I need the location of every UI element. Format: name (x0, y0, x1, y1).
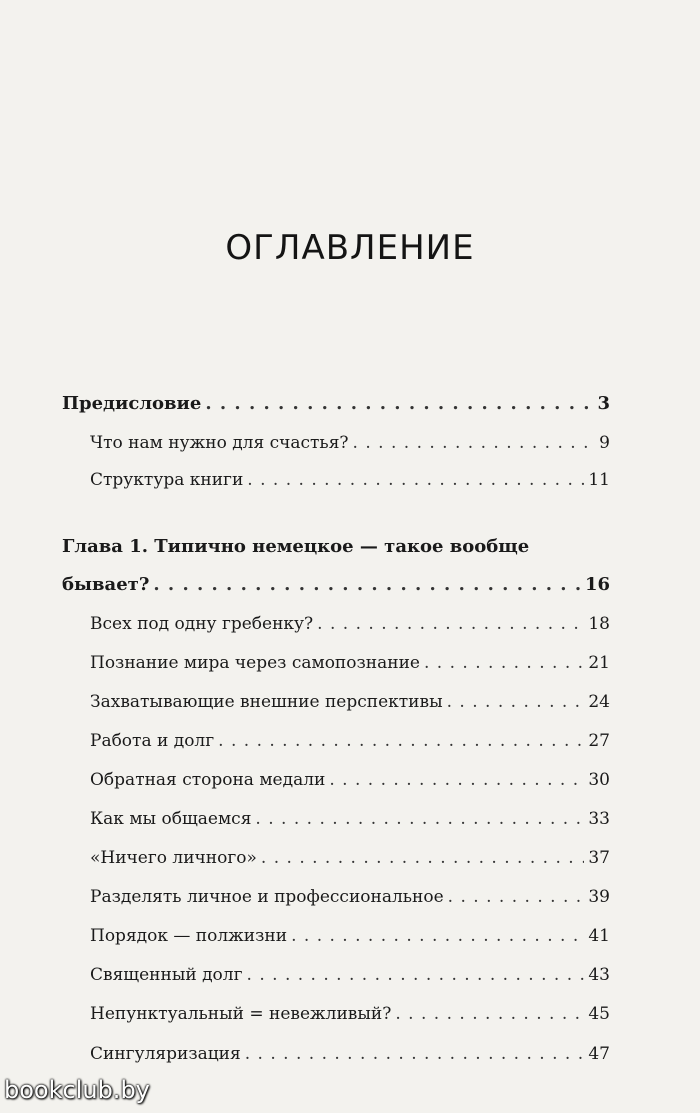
toc-chapter-heading: Глава 1. Типично немецкое — такое вообще (62, 536, 530, 557)
leader-dots (245, 1043, 585, 1065)
toc-entry-label: «Ничего личного» (90, 848, 257, 868)
toc-entry (90, 808, 610, 830)
toc-entry-page: 39 (588, 887, 610, 907)
toc-entry-page: 24 (588, 692, 610, 712)
toc-entry-page: 30 (588, 770, 610, 790)
toc-entry-label: Работа и долг (90, 731, 215, 751)
toc-entry (90, 432, 610, 454)
toc-entry-label: Предисловие (62, 393, 202, 414)
leader-dots (424, 652, 584, 674)
toc-entry (90, 964, 610, 986)
leader-dots (205, 393, 593, 415)
toc-entry-page: 33 (588, 809, 610, 829)
toc-entry (90, 1043, 610, 1065)
toc-entry-page: 27 (588, 731, 610, 751)
toc-entry-label: Захватывающие внешние перспективы (90, 692, 443, 712)
toc-entry-label: Обратная сторона медали (90, 770, 326, 790)
toc-entry-label: Непунктуальный = невежливый? (90, 1004, 392, 1024)
toc-entry-page: 21 (588, 653, 610, 673)
leader-dots (247, 469, 584, 491)
toc-entry-page: 18 (588, 614, 610, 634)
leader-dots (218, 730, 584, 752)
leader-dots (291, 925, 584, 947)
toc-entry-page: 47 (588, 1044, 610, 1064)
toc-entry-page: 43 (588, 965, 610, 985)
toc-entry-label: Структура книги (90, 470, 244, 490)
toc-entry (90, 613, 610, 635)
site-watermark: bookclub.by (4, 1076, 150, 1104)
toc-entry-chapter-1 (62, 574, 610, 596)
toc-entry-label: Всех под одну гребенку? (90, 614, 314, 634)
leader-dots (448, 886, 585, 908)
toc-entry (90, 652, 610, 674)
leader-dots (247, 964, 585, 986)
leader-dots (317, 613, 584, 635)
leader-dots (153, 574, 581, 596)
toc-entry (90, 691, 610, 713)
toc-entry (90, 469, 610, 491)
toc-entry-page: 16 (584, 574, 610, 595)
toc-entry (90, 925, 610, 947)
toc-entry-page: 37 (588, 848, 610, 868)
toc-entry-page: 45 (588, 1004, 610, 1024)
toc-entry-label: Сингуляризация (90, 1044, 241, 1064)
toc-entry-label: Как мы общаемся (90, 809, 252, 829)
page-title: ОГЛАВЛЕНИЕ (225, 228, 475, 268)
leader-dots (329, 769, 584, 791)
leader-dots (447, 691, 585, 713)
toc-entry-page: 9 (599, 433, 610, 453)
toc-entry-page: 3 (597, 393, 610, 414)
toc-entry-label: Порядок — полжизни (90, 926, 288, 946)
leader-dots (255, 808, 584, 830)
toc-entry (90, 1003, 610, 1025)
toc-entry (90, 769, 610, 791)
toc-entry-page: 41 (588, 926, 610, 946)
toc-entry (90, 730, 610, 752)
toc-entry-label: Разделять личное и профессиональное (90, 887, 444, 907)
toc-entry-preface (62, 393, 610, 415)
toc-entry-page: 11 (588, 470, 610, 490)
toc-entry-label: бывает? (62, 574, 150, 595)
leader-dots (261, 847, 584, 869)
toc-entry-label: Познание мира через самопознание (90, 653, 420, 673)
leader-dots (353, 432, 596, 454)
leader-dots (395, 1003, 584, 1025)
toc-entry-label: Священный долг (90, 965, 243, 985)
toc-entry (90, 847, 610, 869)
toc-entry (90, 886, 610, 908)
toc-entry-label: Что нам нужно для счастья? (90, 433, 349, 453)
